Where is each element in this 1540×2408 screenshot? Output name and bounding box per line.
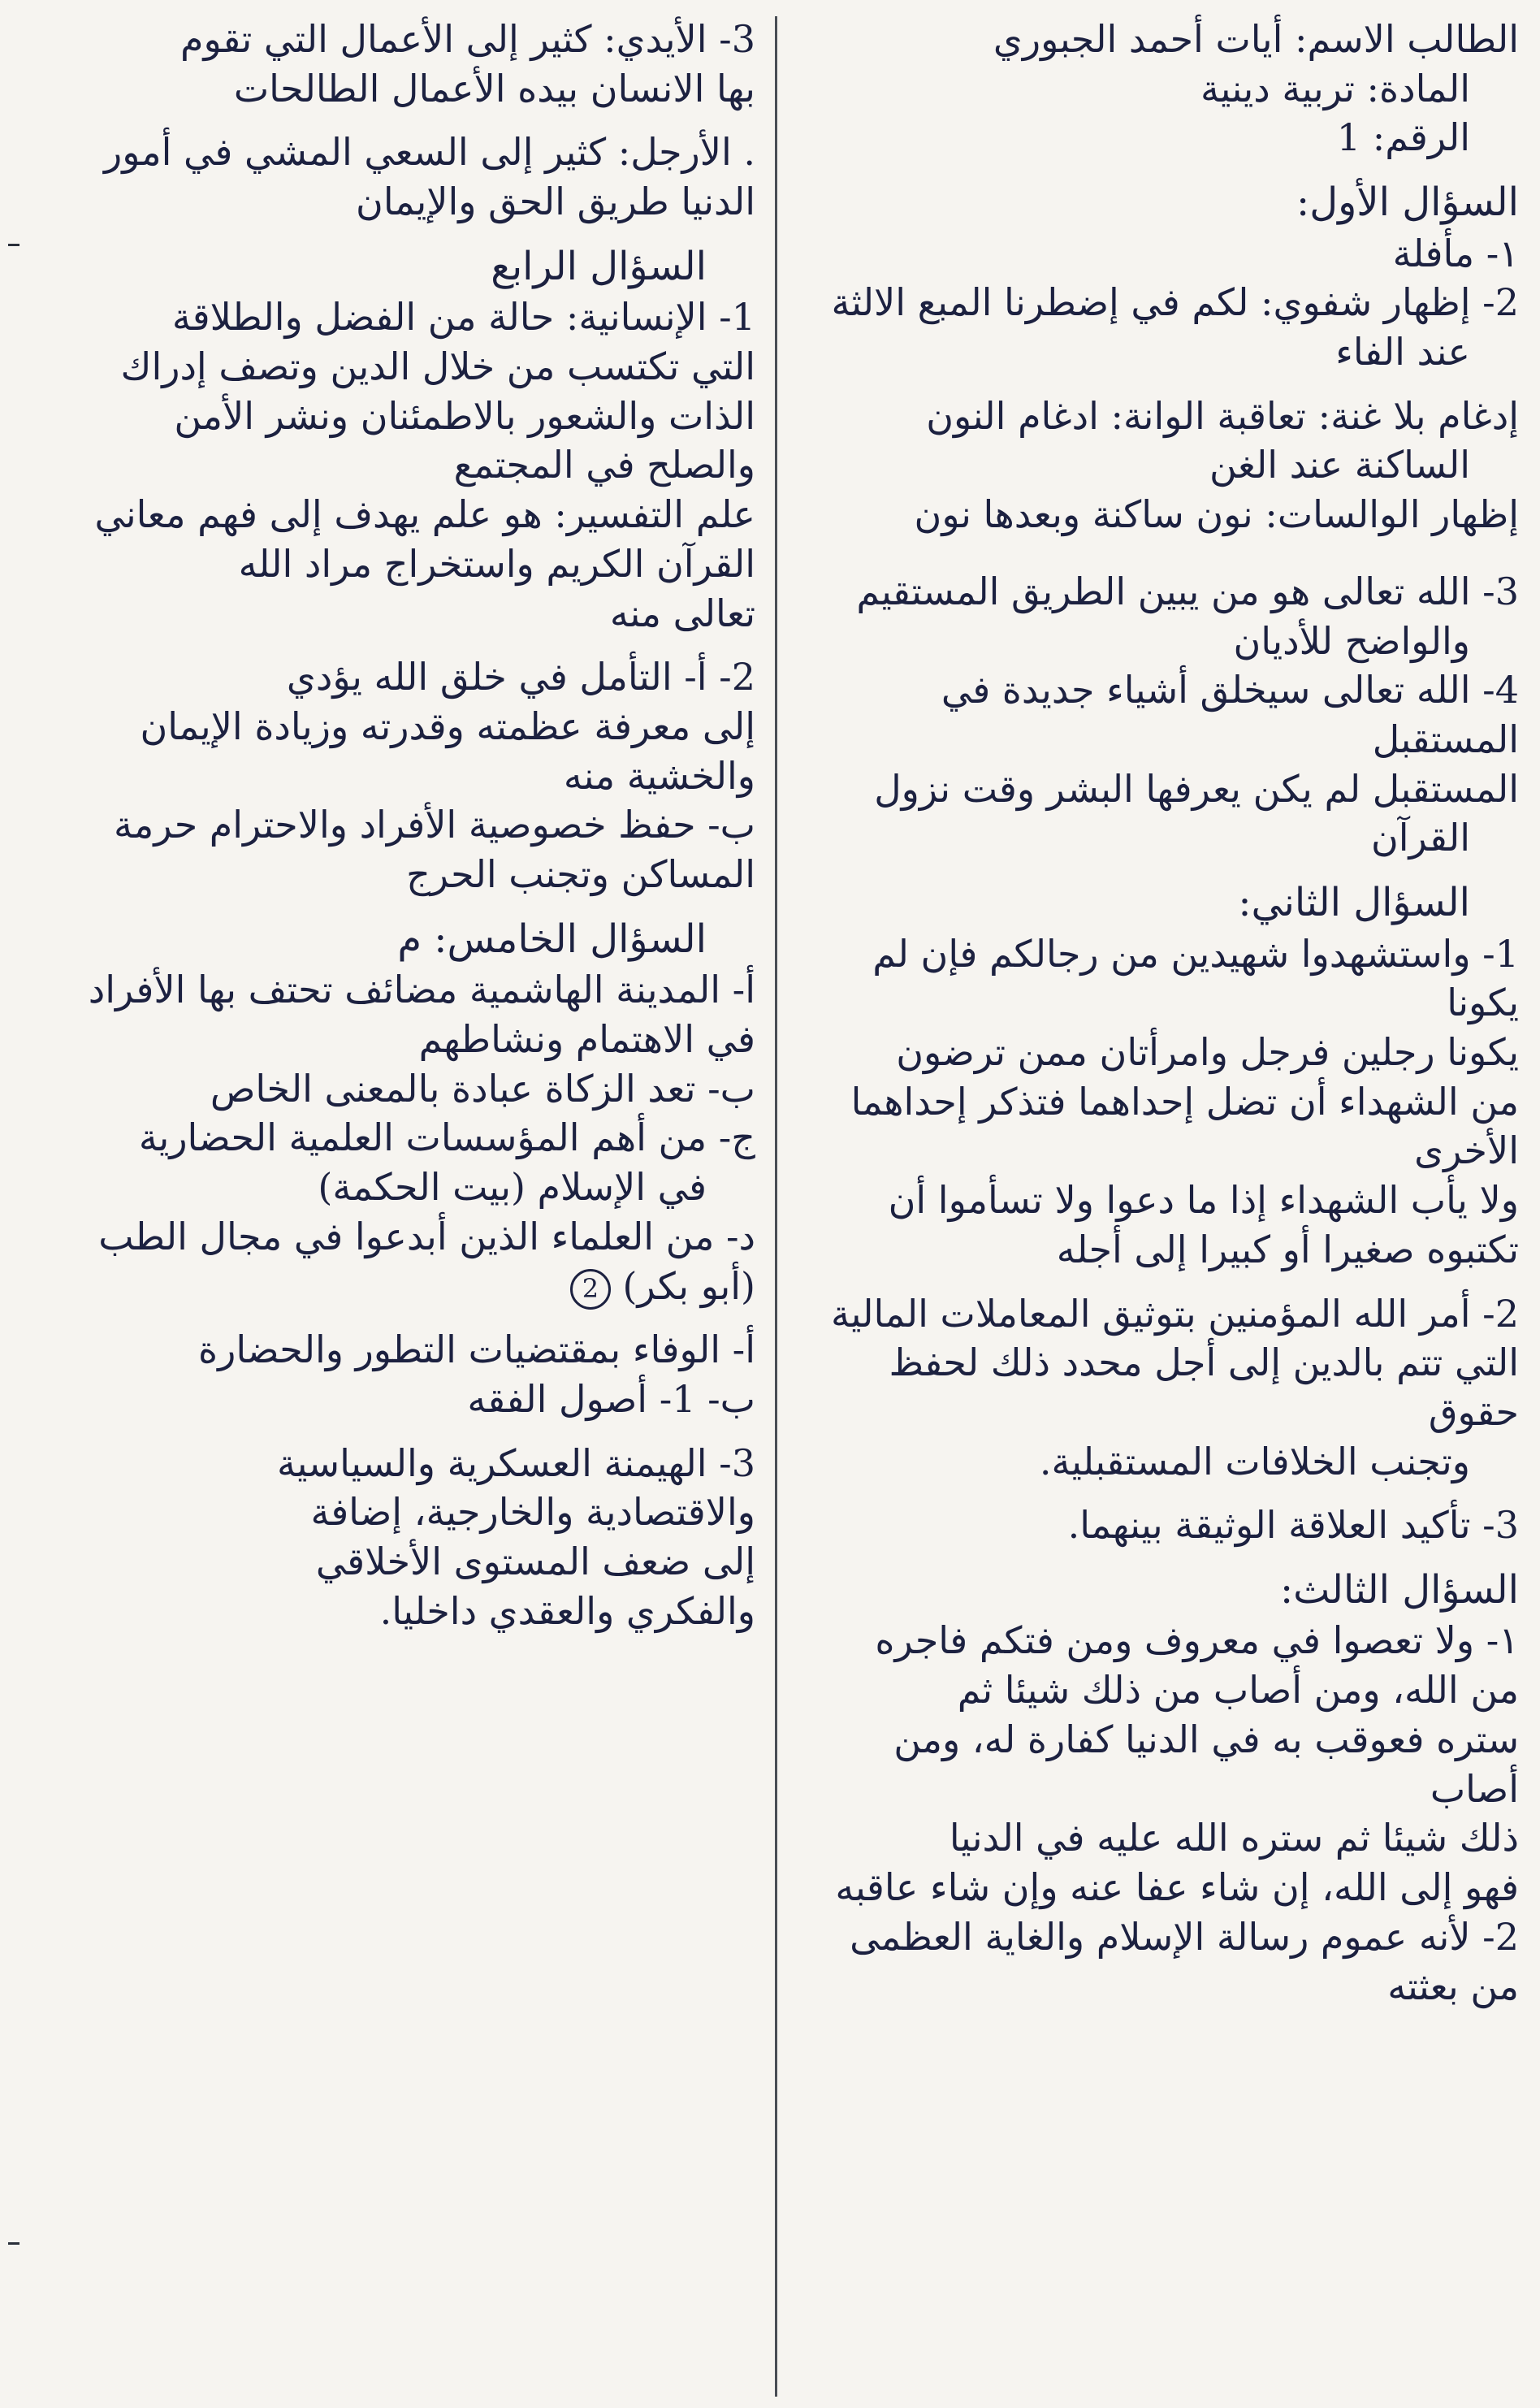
number-line: الرقم: 1 bbox=[1336, 115, 1470, 160]
subject-line: المادة: تربية دينية bbox=[1200, 66, 1470, 110]
q5-answer-d-line-2 bbox=[41, 1262, 755, 1311]
q5-answer-f: ب- 1- أصول الفقه bbox=[467, 1376, 755, 1421]
q2-answer-2-line-1: 2- أمر الله المؤمنين بتوثيق المعاملات المالية bbox=[830, 1291, 1519, 1336]
q1-answer-4-line-3: القرآن bbox=[1370, 816, 1470, 860]
q3-answer-1-line-5: فهو إلى الله، إن شاء عفا عنه وإن شاء عاقبه bbox=[835, 1865, 1519, 1910]
q3-title: السؤال الثالث: bbox=[1279, 1567, 1519, 1613]
student-name: الطالب الاسم: أيات أحمد الجبوري bbox=[993, 17, 1519, 61]
q4-answer-1-line-6: القرآن الكريم واستخراج مراد الله bbox=[238, 541, 755, 586]
q1-answer-2-line-5: إظهار الوالسات: نون ساكنة وبعدها نون bbox=[914, 492, 1519, 537]
q3-answer-1-line-3: ستره فعوقب به في الدنيا كفارة له، ومن أصاب bbox=[881, 1717, 1519, 1811]
q3-answer-1-line-1: ١- ولا تعصوا في معروف ومن فتكم فاجره bbox=[875, 1618, 1519, 1663]
q5-answer-c-line-2: في الإسلام (بيت الحكمة) bbox=[318, 1165, 707, 1210]
q1-answer-2-line-4: الساكنة عند الغن bbox=[1209, 443, 1470, 487]
q5-title: السؤال الخامس: م bbox=[397, 916, 707, 962]
q3-answer-1-line-2: من الله، ومن أصاب من ذلك شيئا ثم bbox=[957, 1668, 1519, 1713]
q2-answer-2-line-2: التي تتم بالدين إلى أجل محدد ذلك لحفظ حقوق bbox=[876, 1340, 1519, 1434]
q1-answer-2-line-2: عند الفاء bbox=[1335, 329, 1470, 374]
q4-answer-1-line-4: والصلح في المجتمع bbox=[453, 443, 755, 487]
q1-answer-3-line-1: 3- الله تعالى هو من يبين الطريق المستقيم bbox=[856, 569, 1519, 613]
q4-answer-1-line-1: 1- الإنسانية: حالة من الفضل والطلاقة bbox=[171, 295, 755, 340]
q1-answer-2-line-3: إدغام بلا غنة: تعاقبة الوانة: ادغام النون bbox=[926, 393, 1519, 438]
q5-answer-c-line-1: ج- من أهم المؤسسات العلمية الحضارية bbox=[138, 1115, 755, 1160]
q2-answer-1-line-4: ولا يأب الشهداء إذا ما دعوا ولا تسأموا أن bbox=[888, 1178, 1519, 1223]
q4-answer-2-line-5: المساكن وتجنب الحرج bbox=[406, 852, 755, 897]
q3-continued-line-1: 3- الأيدي: كثير إلى الأعمال التي تقوم bbox=[180, 17, 755, 61]
q5-answer-a-line-2: في الاهتمام ونشاطهم bbox=[418, 1016, 755, 1061]
margin-mark bbox=[8, 244, 19, 246]
q4-answer-2-line-3: والخشية منه bbox=[563, 753, 755, 798]
q3-answer-2-line-1: 2- لأنه عموم رسالة الإسلام والغاية العظمى bbox=[850, 1914, 1519, 1959]
margin-mark bbox=[8, 2242, 19, 2245]
q1-answer-4-line-2: المستقبل لم يكن يعرفها البشر وقت نزول bbox=[874, 766, 1519, 811]
column-divider bbox=[775, 16, 777, 2397]
q4-answer-1-line-3: الذات والشعور بالاطمئنان ونشر الأمن bbox=[174, 393, 755, 438]
q4-answer-1-line-7: تعالى منه bbox=[609, 591, 755, 635]
q1-title: السؤال الأول: bbox=[1296, 180, 1519, 226]
q5-answer-g-line-4: والفكري والعقدي داخليا. bbox=[379, 1588, 755, 1633]
q4-title: السؤال الرابع bbox=[491, 243, 707, 289]
q3-continued-line-4: الدنيا طريق الحق والإيمان bbox=[356, 180, 755, 224]
circled-mark: 2 bbox=[570, 1269, 611, 1310]
q1-answer-2-line-1: 2- إظهار شفوي: لكم في إضطرنا المبع الالثة bbox=[831, 280, 1519, 325]
q5-answer-e: أ- الوفاء بمقتضيات التطور والحضارة bbox=[198, 1327, 755, 1372]
q4-answer-2-line-2: إلى معرفة عظمته وقدرته وزيادة الإيمان bbox=[140, 704, 755, 748]
q1-answer-4-line-1: 4- الله تعالى سيخلق أشياء جديدة في المستقبل bbox=[929, 668, 1519, 761]
q5-answer-b: ب- تعد الزكاة عبادة بالمعنى الخاص bbox=[210, 1066, 755, 1111]
q1-answer-3-line-2: والواضح للأديان bbox=[1233, 618, 1470, 663]
q4-answer-2-line-1: 2- أ- التأمل في خلق الله يؤدي bbox=[286, 655, 755, 699]
q2-answer-1-line-2: يكونا رجلين فرجل وامرأتان ممن ترضون bbox=[896, 1029, 1519, 1074]
q3-continued-line-3: . الأرجل: كثير إلى السعي المشي في أمور bbox=[103, 130, 755, 175]
q3-answer-2-line-2: من بعثته bbox=[1387, 1964, 1519, 2008]
q1-answer-1: ١- مأفلة bbox=[1392, 231, 1519, 275]
q2-title: السؤال الثاني: bbox=[1238, 880, 1470, 926]
q5-answer-g-line-1: 3- الهيمنة العسكرية والسياسية bbox=[276, 1440, 755, 1485]
q2-answer-1-line-5: تكتبوه صغيرا أو كبيرا إلى أجله bbox=[1056, 1227, 1519, 1271]
q5-answer-d-text: (أبو بكر) bbox=[622, 1263, 755, 1308]
q4-answer-2-line-4: ب- حفظ خصوصية الأفراد والاحترام حرمة bbox=[114, 803, 755, 847]
q2-answer-1-line-1: 1- واستشهدوا شهيدين من رجالكم فإن لم يكونا bbox=[860, 931, 1519, 1025]
q5-answer-g-line-3: إلى ضعف المستوى الأخلاقي bbox=[315, 1540, 755, 1584]
q3-answer-1-line-4: ذلك شيئا ثم ستره الله عليه في الدنيا bbox=[949, 1816, 1519, 1860]
q5-answer-d-line-1: د- من العلماء الذين أبدعوا في مجال الطب bbox=[98, 1214, 755, 1258]
q2-answer-2-line-3: وتجنب الخلافات المستقبلية. bbox=[1039, 1439, 1470, 1483]
left-column bbox=[41, 15, 755, 1636]
q5-answer-g-line-2: والاقتصادية والخارجية، إضافة bbox=[310, 1490, 755, 1535]
q2-answer-1-line-3: من الشهداء أن تضل إحداهما فتذكر إحداهما الأخرى bbox=[838, 1079, 1519, 1173]
right-column bbox=[800, 15, 1519, 2011]
q4-answer-1-line-2: التي تكتسب من خلال الدين وتصف إدراك bbox=[120, 344, 755, 388]
q2-answer-3: 3- تأكيد العلاقة الوثيقة بينهما. bbox=[1067, 1503, 1519, 1548]
q3-continued-line-2: بها الانسان بيده الأعمال الطالحات bbox=[233, 66, 755, 110]
q5-answer-a-line-1: أ- المدينة الهاشمية مضائف تحتف بها الأفراد bbox=[88, 968, 755, 1012]
q4-answer-1-line-5: علم التفسير: هو علم يهدف إلى فهم معاني bbox=[94, 492, 755, 537]
